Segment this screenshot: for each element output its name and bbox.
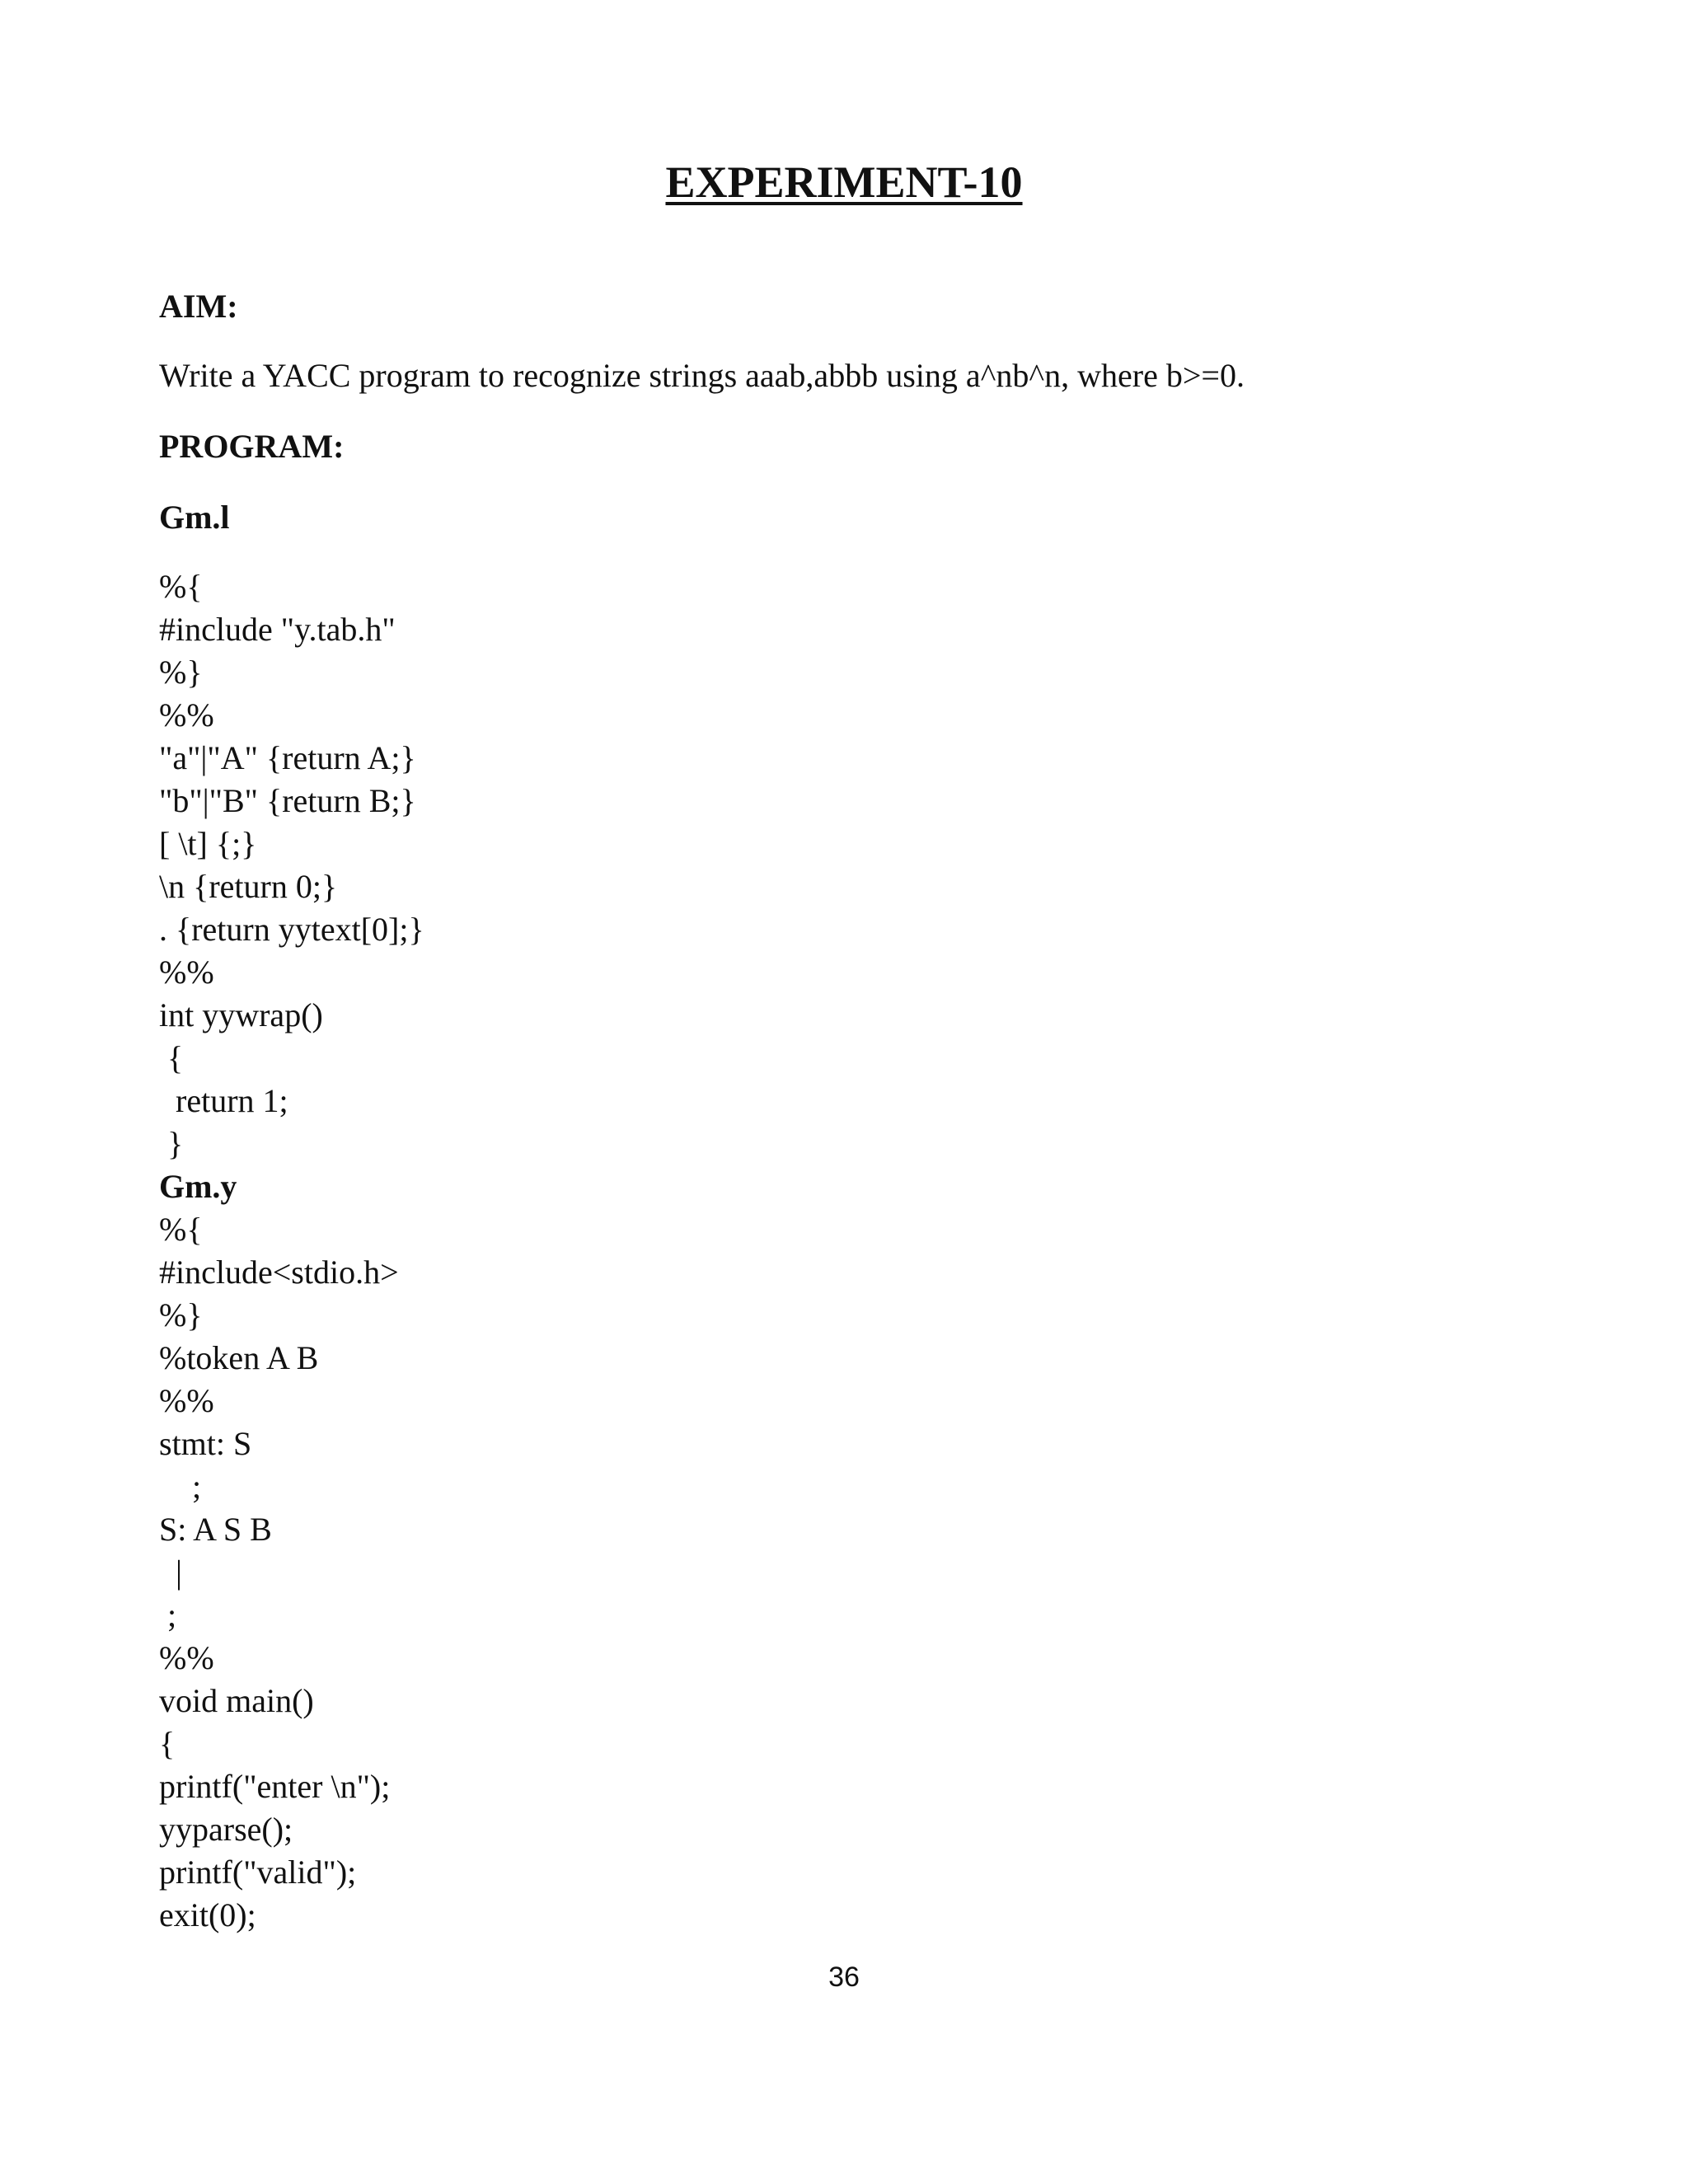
code-line: | xyxy=(159,1554,183,1591)
code-file-name: Gm.y xyxy=(159,1168,237,1205)
code-line: int yywrap() xyxy=(159,996,323,1033)
code-line: } xyxy=(159,1125,184,1162)
page-title: EXPERIMENT-10 xyxy=(665,157,1023,207)
code-line: exit(0); xyxy=(159,1896,256,1933)
code-line: #include<stdio.h> xyxy=(159,1254,399,1291)
code-line: %{ xyxy=(159,568,203,605)
code-line: ; xyxy=(159,1468,202,1505)
code-line: { xyxy=(159,1039,184,1076)
code-line: #include "y.tab.h" xyxy=(159,611,396,648)
code-line: void main() xyxy=(159,1682,314,1719)
program-heading: PROGRAM: xyxy=(159,428,345,465)
aim-text: Write a YACC program to recognize strings aaab,abbb using a^nb^n, where b>=0. xyxy=(159,357,1245,394)
page-number: 36 xyxy=(828,1961,860,1993)
code-line: "b"|"B" {return B;} xyxy=(159,782,416,819)
lex-file-name: Gm.l xyxy=(159,499,230,536)
code-line: %} xyxy=(159,1296,203,1333)
code-line: [ \t] {;} xyxy=(159,825,257,862)
code-line: ; xyxy=(159,1596,177,1633)
code-line: yyparse(); xyxy=(159,1811,293,1848)
code-line: printf("valid"); xyxy=(159,1854,357,1891)
code-line: %% xyxy=(159,1639,214,1676)
code-line: stmt: S xyxy=(159,1425,252,1462)
code-line: %} xyxy=(159,654,203,691)
code-line: %% xyxy=(159,954,214,991)
code-line: %% xyxy=(159,1382,214,1419)
aim-heading: AIM: xyxy=(159,288,238,325)
code-line: %token A B xyxy=(159,1339,319,1376)
code-line: { xyxy=(159,1725,176,1762)
code-listing xyxy=(159,565,424,1937)
code-line: %{ xyxy=(159,1211,203,1248)
code-line: %% xyxy=(159,696,214,733)
code-line: printf("enter \n"); xyxy=(159,1768,391,1805)
code-line: "a"|"A" {return A;} xyxy=(159,739,416,776)
code-line: return 1; xyxy=(159,1082,288,1119)
code-line: \n {return 0;} xyxy=(159,868,338,905)
code-line: . {return yytext[0];} xyxy=(159,911,424,948)
code-line: S: A S B xyxy=(159,1511,272,1548)
